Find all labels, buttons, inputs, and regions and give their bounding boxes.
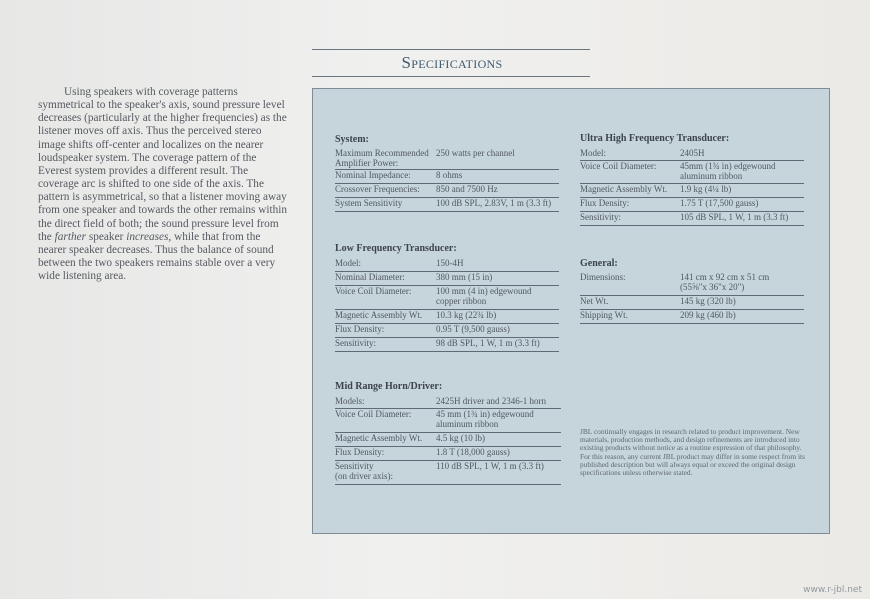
- general-spec-value: 141 cm x 92 cm x 51 cm (55⅝"x 36"x 20"): [680, 272, 770, 292]
- uhf-spec-row: [580, 184, 804, 198]
- mid-spec-value: 2425H driver and 2346-1 horn: [436, 396, 546, 406]
- mid-spec-row: [335, 396, 561, 409]
- disclaimer-note: JBL continually engages in research related to product improvement. New materials, production methods, and design refinements are introduced into existing products without notice as a routine expression of that philosophy. For this reason, any current JBL product may differ in some respect from its published description but will always equal or exceed the original design specifications unless otherwise stated.: [580, 427, 805, 478]
- system-spec-row: [335, 170, 559, 184]
- watermark: www.r-jbl.net: [803, 585, 862, 595]
- uhf-spec-label: Flux Density:: [580, 198, 630, 208]
- low-spec-label: Sensitivity:: [335, 338, 377, 348]
- low-spec-label: Voice Coil Diameter:: [335, 286, 412, 296]
- low-spec-row: [335, 338, 559, 352]
- uhf-heading: Ultra High Frequency Transducer:: [580, 133, 730, 144]
- uhf-spec-value: 1.75 T (17,500 gauss): [680, 198, 759, 208]
- uhf-spec-row: [580, 198, 804, 212]
- mid-spec-row: [335, 447, 561, 461]
- uhf-spec-row: [580, 148, 804, 161]
- uhf-spec-value: 105 dB SPL, 1 W, 1 m (3.3 ft): [680, 212, 789, 222]
- mid-spec-value: 1.8 T (18,000 gauss): [436, 447, 510, 457]
- low-spec-label: Flux Density:: [335, 324, 385, 334]
- intro-text: Using speakers with coverage patterns symmetrical to the speaker's axis, sound pressure level decreases (particularly at the higher frequencies) as the listener moves off axis. Thus the perceived stereo image shifts off-center and localizes on the nearer loudspeaker system. The coverage pattern of the Everest system provides a different result. The coverage arc is shifted to one side of the axis. The pattern is asymmetrical, so that a listener moving away from one speaker and towards the other remains within the direct field of both; the sound pressure level from the: [38, 86, 288, 243]
- low-spec-value: 98 dB SPL, 1 W, 1 m (3.3 ft): [436, 338, 540, 348]
- system-spec-label: System Sensitivity: [335, 198, 403, 208]
- general-spec-row: [580, 296, 804, 310]
- uhf-spec-label: Magnetic Assembly Wt.: [580, 184, 668, 194]
- system-heading: System:: [335, 134, 369, 145]
- general-spec-label: Dimensions:: [580, 272, 626, 282]
- low-spec-row: [335, 324, 559, 338]
- low-spec-row: [335, 310, 559, 324]
- intro-tail: while that from the nearer speaker decreases. Thus the balance of sound between the two speakers remains stable over a very wide listening area.: [38, 230, 276, 283]
- system-spec-row: [335, 198, 559, 212]
- low-spec-value: 380 mm (15 in): [436, 272, 493, 282]
- general-spec-value: 209 kg (460 lb): [680, 310, 736, 320]
- mid-range-heading: Mid Range Horn/Driver:: [335, 381, 443, 392]
- mid-spec-label: Models:: [335, 396, 365, 406]
- uhf-spec-label: Voice Coil Diameter:: [580, 161, 657, 171]
- title-rule-bottom: [312, 76, 590, 77]
- mid-spec-label: Sensitivity (on driver axis):: [335, 461, 393, 481]
- general-spec-value: 145 kg (320 lb): [680, 296, 736, 306]
- uhf-spec-value: 2405H: [680, 148, 705, 158]
- system-spec-row: [335, 184, 559, 198]
- low-spec-row: [335, 258, 559, 272]
- mid-spec-value: 110 dB SPL, 1 W, 1 m (3.3 ft): [436, 461, 544, 471]
- system-spec-value: 100 dB SPL, 2.83V, 1 m (3.3 ft): [436, 198, 552, 208]
- mid-spec-label: Flux Density:: [335, 447, 385, 457]
- system-spec-value: 850 and 7500 Hz: [436, 184, 498, 194]
- low-frequency-heading: Low Frequency Transducer:: [335, 243, 457, 254]
- low-spec-row: [335, 286, 559, 310]
- intro-italic-farther: farther: [54, 230, 87, 243]
- mid-spec-label: Magnetic Assembly Wt.: [335, 433, 423, 443]
- mid-spec-value: 4.5 kg (10 lb): [436, 433, 485, 443]
- intro-italic-increases: increases,: [126, 230, 172, 243]
- intro-mid: speaker: [86, 230, 127, 243]
- system-spec-label: Maximum Recommended Amplifier Power:: [335, 148, 429, 168]
- uhf-spec-label: Sensitivity:: [580, 212, 622, 222]
- low-spec-value: 10.3 kg (22¾ lb): [436, 310, 497, 320]
- general-spec-row: [580, 310, 804, 324]
- mid-spec-label: Voice Coil Diameter:: [335, 409, 412, 419]
- general-spec-label: Shipping Wt.: [580, 310, 628, 320]
- general-heading: General:: [580, 258, 618, 269]
- mid-spec-row: [335, 461, 561, 485]
- page-title: Specifications: [401, 53, 503, 72]
- uhf-spec-row: [580, 212, 804, 226]
- uhf-spec-value: 1.9 kg (4¼ lb): [680, 184, 732, 194]
- general-spec-label: Net Wt.: [580, 296, 609, 306]
- system-spec-value: 250 watts per channel: [436, 148, 515, 158]
- low-spec-value: 0.95 T (9,500 gauss): [436, 324, 510, 334]
- uhf-spec-row: [580, 161, 804, 184]
- mid-spec-value: 45 mm (1¾ in) edgewound aluminum ribbon: [436, 409, 534, 429]
- uhf-spec-label: Model:: [580, 148, 606, 158]
- low-spec-value: 150-4H: [436, 258, 464, 268]
- system-spec-label: Crossover Frequencies:: [335, 184, 420, 194]
- intro-paragraph: [38, 86, 290, 283]
- low-spec-label: Model:: [335, 258, 361, 268]
- low-spec-label: Nominal Diameter:: [335, 272, 405, 282]
- system-spec-value: 8 ohms: [436, 170, 463, 180]
- title-rule-top: [312, 49, 590, 50]
- system-spec-label: Nominal Impedance:: [335, 170, 411, 180]
- mid-spec-row: [335, 409, 561, 433]
- general-spec-row: [580, 272, 804, 296]
- low-spec-value: 100 mm (4 in) edgewound copper ribbon: [436, 286, 532, 306]
- uhf-spec-value: 45mm (1¾ in) edgewound aluminum ribbon: [680, 161, 776, 181]
- low-spec-label: Magnetic Assembly Wt.: [335, 310, 423, 320]
- system-spec-row: [335, 148, 559, 170]
- mid-spec-row: [335, 433, 561, 447]
- low-spec-row: [335, 272, 559, 286]
